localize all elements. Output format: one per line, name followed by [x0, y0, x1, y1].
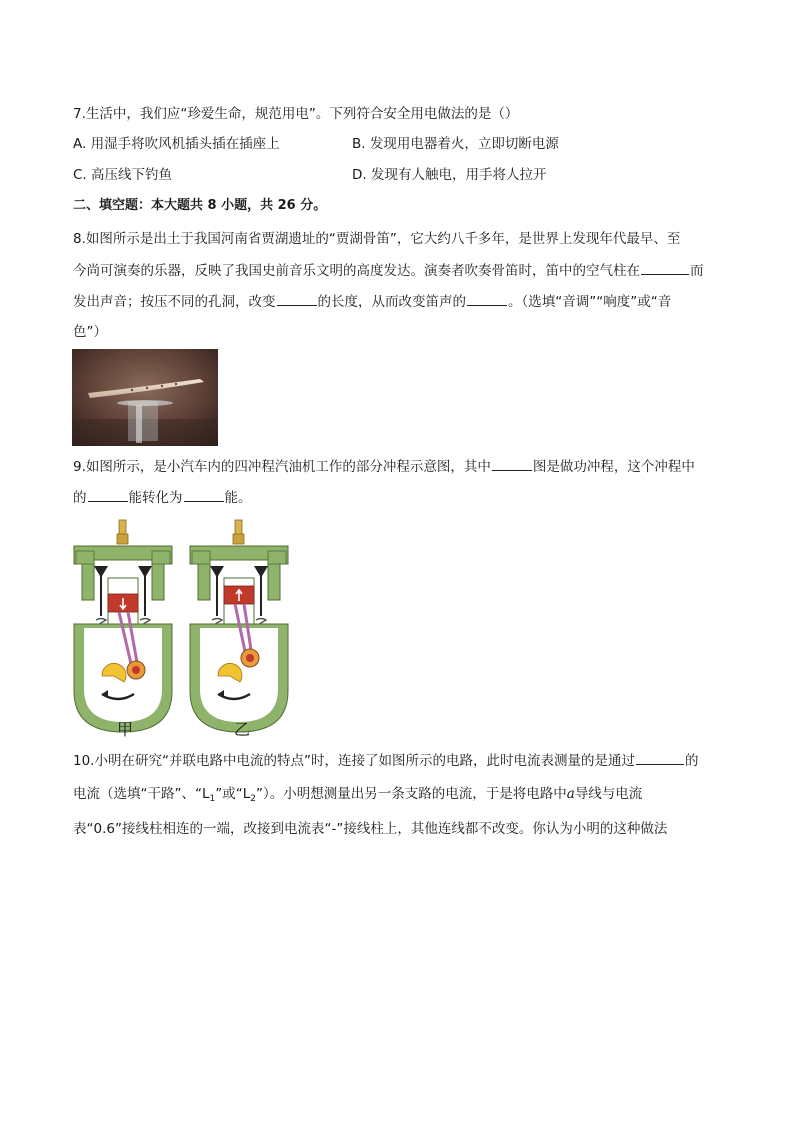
- answer-blank[interactable]: [641, 260, 689, 275]
- q10-line-2-text-b: ”或“L: [215, 786, 251, 802]
- q10-line-2-text-d: 导线与电流: [574, 786, 643, 802]
- subscript-2: 2: [250, 794, 256, 804]
- q9-line-1-text-b: 图是做功冲程，这个冲程中: [532, 459, 695, 475]
- answer-blank[interactable]: [277, 291, 317, 306]
- q8-line-3: [73, 291, 671, 312]
- q9-line-2-text-c: 能。: [224, 490, 252, 506]
- q8-line-3-text-c: 。（选填“音调”“响度”或“音: [508, 294, 672, 310]
- q9-line-1-text-a: 9.如图所示，是小汽车内的四冲程汽油机工作的部分冲程示意图，其中: [73, 459, 491, 475]
- engine-label-right: 乙: [234, 720, 251, 739]
- answer-blank[interactable]: [88, 487, 128, 502]
- q10-line-2: [73, 784, 642, 809]
- engine-stroke-diagrams: [72, 516, 308, 738]
- section-heading-fill-blank: 二、填空题：本大题共 8 小题，共 26 分。: [73, 198, 327, 213]
- q9-line-2-text-b: 能转化为: [128, 490, 183, 506]
- q10-line-2-text-a: 电流（选填“干路”、“L: [73, 786, 210, 802]
- q7-option-b: B. 发现用电器着火，立即切断电源: [352, 136, 559, 152]
- q10-line-1: [73, 750, 698, 771]
- q8-line-2-text: 今尚可演奏的乐器，反映了我国史前音乐文明的高度发达。演奏者吹奏骨笛时，笛中的空气柱在: [73, 263, 640, 279]
- q8-line-2-end: 而: [690, 263, 704, 279]
- q8-line-3-text-a: 发出声音；按压不同的孔洞，改变: [73, 294, 276, 310]
- q9-line-2-text-a: 的: [73, 490, 87, 506]
- q8-line-3-text-b: 的长度，从而改变笛声的: [317, 294, 466, 310]
- q8-line-2: [73, 260, 704, 281]
- q7-option-c: C. 高压线下钓鱼: [73, 167, 173, 183]
- q9-line-2: [73, 487, 252, 508]
- q8-line-1: 8.如图所示是出土于我国河南省贾湖遗址的“贾湖骨笛”，它大约八千多年，是世界上发现年代最早、至: [73, 231, 681, 247]
- variable-a: a: [566, 786, 575, 802]
- q7-option-a: A. 用湿手将吹风机插头插在插座上: [73, 136, 280, 152]
- engine-diagram-left: [74, 520, 172, 732]
- q10-line-2-text-c: ”）。小明想测量出另一条支路的电流，于是将电路中: [256, 786, 567, 802]
- q8-line-4: 色”）: [73, 324, 107, 340]
- q10-line-1-text-a: 10.小明在研究“并联电路中电流的特点”时，连接了如图所示的电路，此时电流表测量的是通过: [73, 753, 635, 769]
- answer-blank[interactable]: [184, 487, 224, 502]
- q7-stem: 7.生活中，我们应“珍爱生命，规范用电”。下列符合安全用电做法的是（）: [73, 106, 519, 122]
- engine-label-left: 甲: [117, 720, 134, 739]
- bone-flute-photo: [72, 349, 218, 446]
- q9-line-1: [73, 456, 695, 477]
- answer-blank[interactable]: [467, 291, 507, 306]
- engine-diagram-right: [190, 520, 288, 732]
- q10-line-3: 表“0.6”接线柱相连的一端，改接到电流表“-”接线柱上，其他连线都不改变。你认为小明的这种做法: [73, 821, 668, 837]
- answer-blank[interactable]: [492, 456, 532, 471]
- answer-blank[interactable]: [636, 750, 684, 765]
- q7-option-d: D. 发现有人触电，用手将人拉开: [352, 167, 547, 183]
- q10-line-1-text-b: 的: [684, 753, 699, 769]
- subscript-1: 1: [209, 794, 216, 804]
